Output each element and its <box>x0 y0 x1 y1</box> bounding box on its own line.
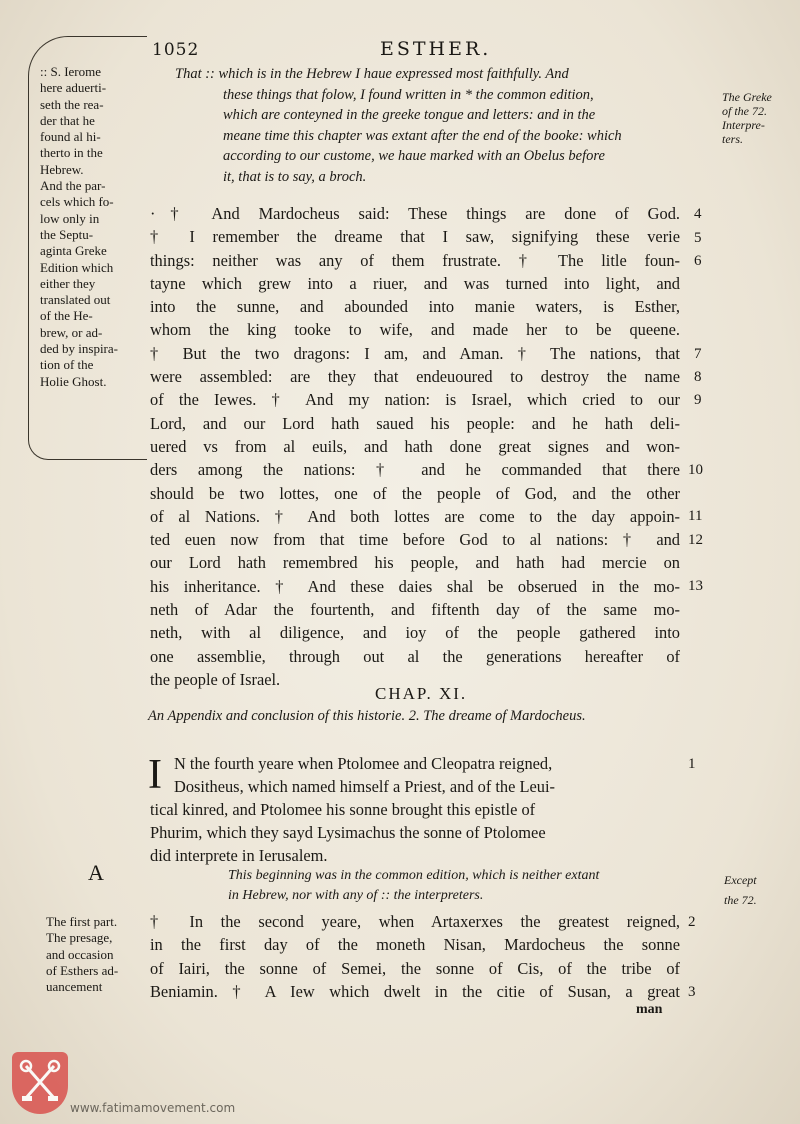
main-text <box>150 202 680 691</box>
note-line: and occasion <box>46 946 114 962</box>
intro-note <box>175 64 720 187</box>
text-line: neth, with al diligence, and ioy of the people gathered into <box>150 623 680 643</box>
left-margin-note <box>40 64 118 390</box>
verse-number: 10 <box>688 462 703 478</box>
note-line: The presage, <box>46 930 113 946</box>
text-line: Lord, and our Lord hath saued his people: and he hath deli- <box>150 413 680 433</box>
verse-number: 8 <box>694 369 702 385</box>
margin-letter: A <box>88 860 104 885</box>
verse-number: 12 <box>688 532 703 548</box>
intro-line: according to our custome, we haue marked with an Obelus before <box>223 148 605 164</box>
right-margin-note <box>722 90 772 146</box>
verse-number: 2 <box>688 914 696 930</box>
note-line: seth the rea- <box>40 96 104 112</box>
note-line: And the par- <box>40 178 106 194</box>
note-line: This beginning was in the common edition, which is neither extant <box>228 868 600 883</box>
note-line: either they <box>40 275 96 291</box>
text-line: Beniamin. † A Iew which dwelt in the citie of Susan, a great <box>150 981 680 1001</box>
keys-crest-icon <box>12 1052 68 1114</box>
note-line: of the 72. <box>722 104 767 118</box>
note-line: Hebrew. <box>40 161 84 177</box>
note-line: ded by inspira- <box>40 341 118 357</box>
text-line: ted euen now from that time before God to al nations: † and <box>150 530 680 550</box>
drop-cap: I <box>148 752 162 798</box>
running-head: ESTHER. <box>380 38 492 60</box>
note-line: tion of the <box>40 357 94 373</box>
note-line: the 72. <box>724 893 757 907</box>
verse-number: 1 <box>688 756 696 772</box>
note-line: therto in the <box>40 145 103 161</box>
intro-line: which are conteyned in the greeke tongue and letters: and in the <box>223 107 596 123</box>
text-line: ders among the nations: † and he commanded that there <box>150 460 680 480</box>
chapter-opening <box>150 752 680 867</box>
note-line: Interpre- <box>722 118 765 132</box>
note-line: uancement <box>46 979 103 995</box>
note-line: low only in <box>40 210 100 226</box>
note-line: the Septu- <box>40 226 94 242</box>
text-line: of Iairi, the sonne of Semei, the sonne of Cis, of the tribe of <box>150 958 680 978</box>
verse-number: 9 <box>694 392 702 408</box>
text-line: things: neither was any of them frustrate. † The litle foun- <box>150 250 680 270</box>
note-line: of Esthers ad- <box>46 962 119 978</box>
note-line: of the He- <box>40 308 93 324</box>
text-line: Dositheus, which named himself a Priest, and of the Leui- <box>174 777 555 796</box>
text-line: whom the king tooke to wife, and made her to be queene. <box>150 320 680 340</box>
text-line: tayne which grew into a riuer, and was turned into light, and <box>150 273 680 293</box>
text-line: of al Nations. † And both lottes are come to the day appoin- <box>150 506 680 526</box>
note-line: in Hebrew, nor with any of :: the interpreters. <box>228 888 484 903</box>
note-line: Holie Ghost. <box>40 373 107 389</box>
text-line: tical kinred, and Ptolomee his sonne brought this epistle of <box>150 800 536 819</box>
note-line: Except <box>724 873 757 887</box>
verse-number: 11 <box>688 508 703 524</box>
text-line: our Lord hath remembred his people, and hath had mercie on <box>150 553 680 573</box>
text-line: ·† And Mardocheus said: These things are done of God. <box>150 204 680 223</box>
note-line: cels which fo- <box>40 194 114 210</box>
note-line: The Greke <box>722 90 772 104</box>
catchword: man <box>636 1002 663 1017</box>
text-line: his inheritance. † And these daies shal be obserued in the mo- <box>150 576 680 596</box>
intro-line: That :: which is in the Hebrew I haue expressed most faithfully. And <box>175 66 569 82</box>
text-line: one assemblie, through out al the generations hereafter of <box>150 646 680 666</box>
text-line: † But the two dragons: I am, and Aman. † The nations, that <box>150 343 680 363</box>
note-line: der that he <box>40 112 95 128</box>
text-line: the people of Israel. <box>150 669 281 689</box>
intro-line: it, that is to say, a broch. <box>223 168 367 185</box>
verse-number: 13 <box>688 578 703 594</box>
note-line: brew, or ad- <box>40 324 103 340</box>
chapter-summary: An Appendix and conclusion of this historie. 2. The dreame of Mardocheus. <box>148 708 586 724</box>
verse-number: 6 <box>694 253 702 269</box>
verse-number: 7 <box>694 346 702 362</box>
edition-note <box>228 866 599 906</box>
text-line: into the sunne, and abounded into manie waters, is Esther, <box>150 297 680 317</box>
right-margin-note-2 <box>724 870 757 910</box>
text-line: did interprete in Ierusalem. <box>150 846 328 865</box>
note-line: :: S. Ierome <box>40 64 102 79</box>
note-line: translated out <box>40 292 111 308</box>
verse-number: 3 <box>688 984 696 1000</box>
text-line: uered vs from al euils, and hath done great signes and won- <box>150 436 680 456</box>
chapter-heading: CHAP. XI. <box>375 684 468 703</box>
text-line: N the fourth yeare when Ptolomee and Cleopatra reigned, <box>174 754 553 773</box>
page-number: 1052 <box>152 40 200 60</box>
note-line: ters. <box>722 132 743 146</box>
note-line: aginta Greke <box>40 243 107 259</box>
text-line: should be two lottes, one of the people of God, and the other <box>150 483 680 503</box>
website-link[interactable]: www.fatimamovement.com <box>70 1101 236 1115</box>
intro-line: these things that folow, I found written in * the common edition, <box>223 86 594 103</box>
intro-line: meane time this chapter was extant after the end of the booke: which <box>223 127 622 144</box>
text-line: neth of Adar the fourtenth, and fiftenth day of the same mo- <box>150 600 680 620</box>
verse-number: 4 <box>694 206 702 222</box>
note-line: Edition which <box>40 259 114 275</box>
verse-number: 5 <box>694 230 702 246</box>
text-line: † I remember the dreame that I saw, signifying these verie <box>150 227 680 247</box>
text-line: † In the second yeare, when Artaxerxes the greatest reigned, <box>150 912 680 931</box>
note-line: here aduerti- <box>40 80 107 96</box>
left-margin-note-2 <box>46 914 118 995</box>
text-line: of the Iewes. † And my nation: is Israel, which cried to our <box>150 390 680 410</box>
text-line: were assembled: are they that endeuoured to destroy the name <box>150 367 680 387</box>
note-line: found al hi- <box>40 129 101 145</box>
chapter-text <box>150 910 680 1003</box>
note-line: The first part. <box>46 914 118 929</box>
text-line: Phurim, which they sayd Lysimachus the sonne of Ptolomee <box>150 823 546 842</box>
text-line: in the first day of the moneth Nisan, Mardocheus the sonne <box>150 935 680 955</box>
